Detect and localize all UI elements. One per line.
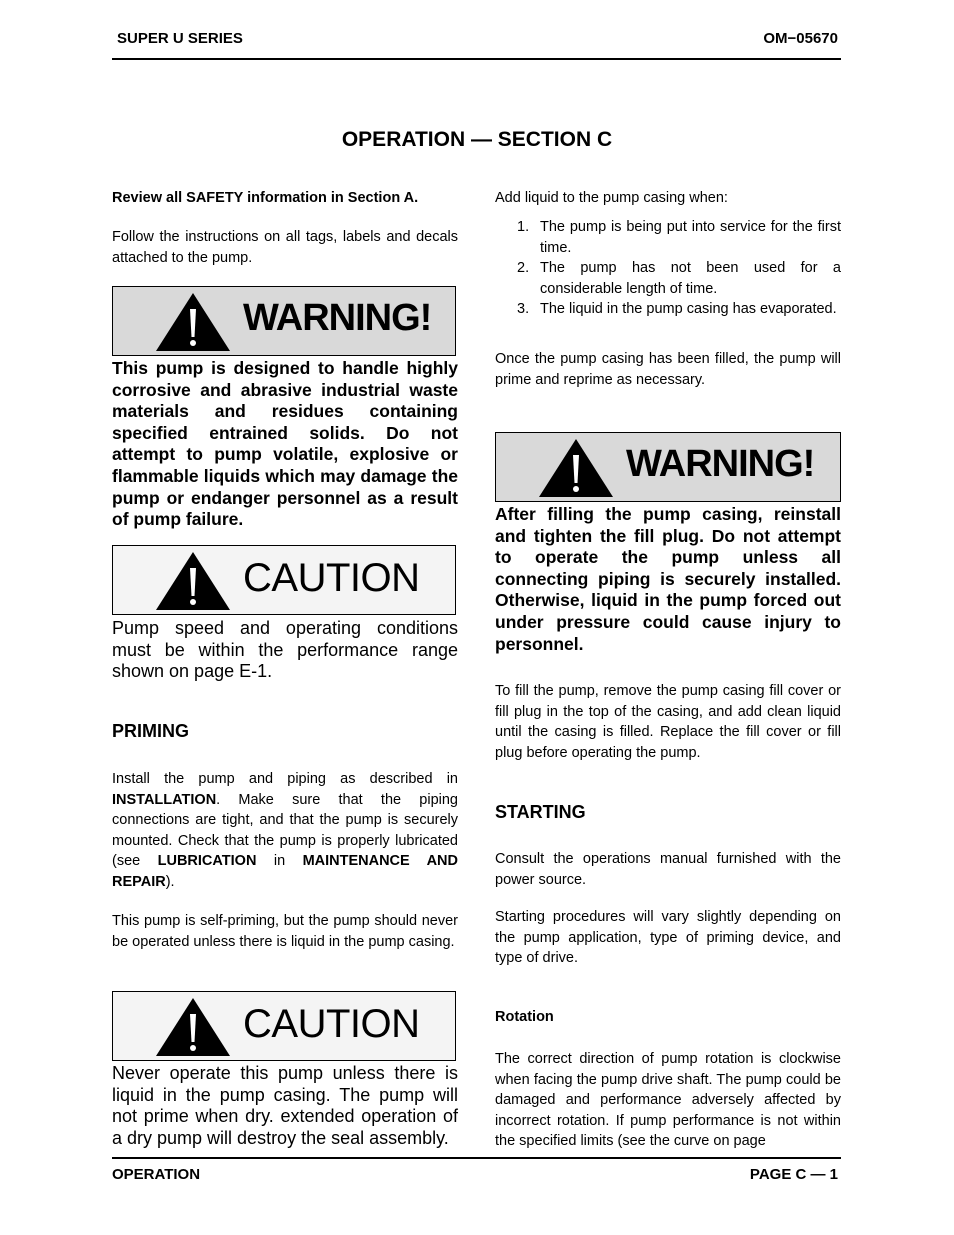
warning-text-1: This pump is designed to handle highly corrosive and abrasive industrial waste materials and residues containing specified entrained solids. Do not attempt to pump volatile, explosive or flammable liquids which may damage the pump or endanger personnel as a result of pump failure. bbox=[112, 358, 458, 530]
fill-pump-paragraph: To fill the pump, remove the pump casing fill cover or fill plug in the top of the casing, and add clean liquid until the casing is filled. Replace the fill cover or fill plug before operating the pump. bbox=[495, 683, 841, 761]
header-right: OM−05670 bbox=[763, 30, 838, 47]
add-liquid-intro: Add liquid to the pump casing when: bbox=[495, 190, 728, 206]
warning-label-2: WARNING! bbox=[626, 443, 815, 485]
warning-text-2: After filling the pump casing, reinstall and tighten the fill plug. Do not attempt to operate the pump unless all connecting piping is securely installed. Otherwise, liquid in the pump forced out under pressure could cause injury to personnel. bbox=[495, 504, 841, 654]
follow-instructions: Follow the instructions on all tags, labels and decals attached to the pump. bbox=[112, 229, 458, 266]
add-liquid-list bbox=[495, 217, 841, 320]
header-rule bbox=[112, 58, 841, 60]
footer-left: OPERATION bbox=[112, 1166, 201, 1183]
footer-rule bbox=[112, 1157, 841, 1159]
priming-heading: PRIMING bbox=[112, 721, 190, 741]
warning-label-1: WARNING! bbox=[243, 297, 432, 339]
starting-heading: STARTING bbox=[495, 802, 586, 822]
list-item: 3. The liquid in the pump casing has evaporated. bbox=[517, 301, 837, 318]
priming-paragraph-2: This pump is self-priming, but the pump should never be operated unless there is liquid in the pump casing. bbox=[112, 913, 458, 950]
consult-paragraph: Consult the operations manual furnished with the power source. bbox=[495, 851, 841, 888]
header-left: SUPER U SERIES bbox=[117, 30, 243, 47]
caution-label-2: CAUTION bbox=[243, 1002, 420, 1046]
list-item: 1. The pump is being put into service for the first time. bbox=[517, 219, 841, 256]
caution-label-1: CAUTION bbox=[243, 556, 420, 600]
caution-text-2: Never operate this pump unless there is liquid in the pump casing. The pump will not prime when dry. extended operation of a dry pump will destroy the seal assembly. bbox=[112, 1063, 458, 1148]
caution-triangle-icon bbox=[153, 996, 233, 1058]
warning-triangle-icon bbox=[536, 437, 616, 499]
review-safety-note: Review all SAFETY information in Section A. bbox=[112, 190, 419, 206]
rotation-heading: Rotation bbox=[495, 1009, 554, 1025]
warning-sign-2 bbox=[495, 432, 841, 502]
warning-triangle-icon bbox=[153, 291, 233, 353]
caution-triangle-icon bbox=[153, 550, 233, 612]
footer-right: PAGE C — 1 bbox=[749, 1166, 838, 1183]
caution-sign-1 bbox=[112, 545, 456, 615]
starting-paragraph: Starting procedures will vary slightly depending on the pump application, type of priming device, and type of drive. bbox=[495, 909, 841, 967]
rotation-paragraph: The correct direction of pump rotation is clockwise when facing the pump drive shaft. The pump could be damaged and performance adversely affected by incorrect rotation. If pump performance is not within the specified limits (see the curve on page bbox=[495, 1051, 841, 1150]
caution-sign-2 bbox=[112, 991, 456, 1061]
once-filled-paragraph: Once the pump casing has been filled, the pump will prime and reprime as necessary. bbox=[495, 351, 841, 388]
list-item: 2. The pump has not been used for a considerable length of time. bbox=[517, 260, 841, 297]
priming-paragraph-1: Install the pump and piping as described in INSTALLATION. Make sure that the piping connections are tight, and that the pump is securely mounted. Check that the pump is properly lubricated (see LUBRICATION in MAINTENANCE AND REPAIR). bbox=[112, 771, 458, 890]
page-title: OPERATION — SECTION C bbox=[341, 128, 613, 151]
caution-text-1: Pump speed and operating conditions must be within the performance range shown on page E-1. bbox=[112, 618, 458, 682]
warning-sign-1 bbox=[112, 286, 456, 356]
